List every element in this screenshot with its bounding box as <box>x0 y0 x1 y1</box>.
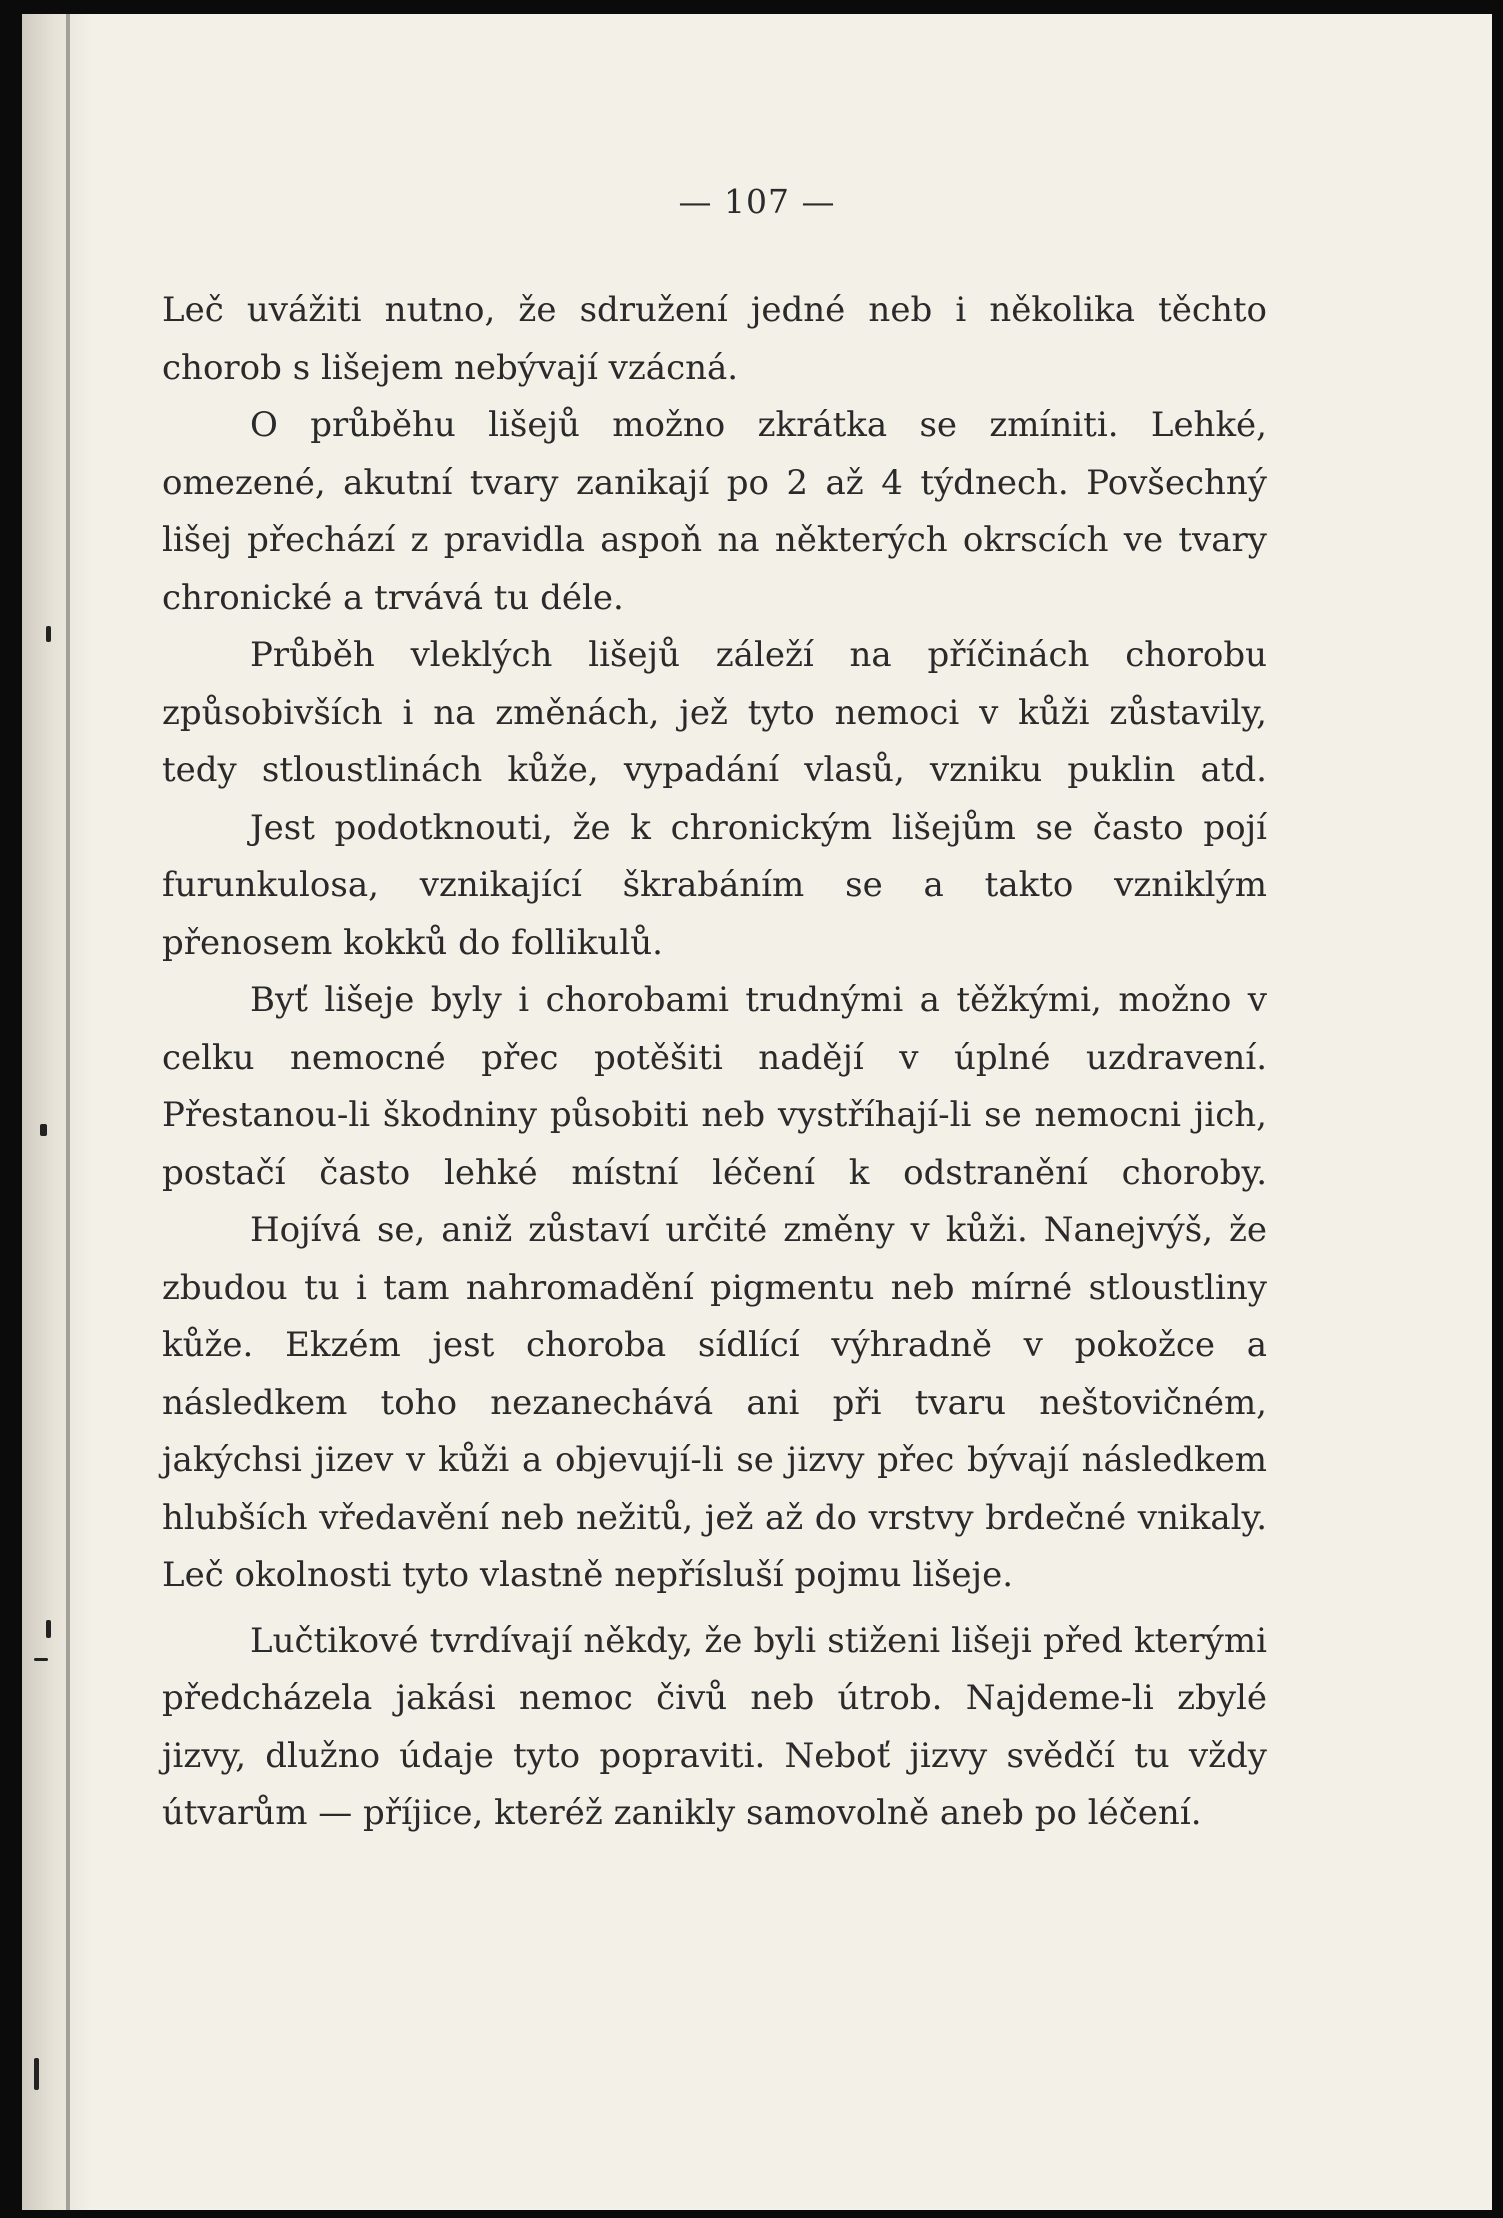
ink-speck <box>34 1658 48 1661</box>
paragraph: Lučtikové tvrdívají někdy, že byli stiženi lišeji před kterými předcházela jakási nemoc čivů neb útrob. Najdeme-li zbylé jizvy, dlužno údaje tyto popraviti. Neboť jizvy svědčí tu vždy útvarům — příjice, kteréž zanikly samovolně aneb po léčení. <box>162 1620 1267 1833</box>
page-number: — 107 — <box>678 182 836 221</box>
ink-speck <box>34 2058 39 2090</box>
paragraph: Hojívá se, aniž zůstaví určité změny v kůži. Nanejvýš, že zbudou tu i tam nahromadění pigmentu neb mírné stloustliny kůže. Ekzém jest choroba sídlící výhradně v pokožce a následkem toho nezanechává ani při tvaru neštovičném, jakýchsi jizev v kůži a objevují-li se jizvy přec bývají následkem hlubších vředavění neb nežitů, jež až do vrstvy brdečné vnikaly. Leč okolnosti tyto vlastně nepřísluší pojmu lišeje. <box>162 1210 1267 1595</box>
book-page <box>22 14 1492 2210</box>
binding-edge <box>66 14 70 2210</box>
ink-speck <box>40 1124 47 1136</box>
ink-speck <box>46 1620 51 1638</box>
paragraph: Jest podotknouti, že k chronickým lišejům se často pojí furunkulosa, vznikající škrabáním se a takto vzniklým přenosem kokků do follikulů. <box>162 807 1267 963</box>
paragraph: O průběhu lišejů možno zkrátka se zmíniti. Lehké, omezené, akutní tvary zanikají po 2 až 4 týdnech. Povšechný lišej přechází z pravidla aspoň na některých okrscích ve tvary chronické a trvává tu déle. <box>162 405 1267 618</box>
paragraph: Leč uvážiti nutno, že sdružení jedné neb i několika těchto chorob s lišejem nebývají vzácná. <box>162 290 1267 388</box>
body-text <box>162 282 1267 1843</box>
paragraph: Průběh vleklých lišejů záleží na příčinách chorobu způsobivších i na změnách, jež tyto nemoci v kůži zůstavily, tedy stloustlinách kůže, vypadání vlasů, vzniku puklin atd. <box>162 635 1267 790</box>
binding-shadow <box>22 14 92 2210</box>
ink-speck <box>46 626 51 642</box>
paragraph: Byť lišeje byly i chorobami trudnými a těžkými, možno v celku nemocné přec potěšiti nadějí v úplné uzdravení. Přestanou-li škodniny působiti neb vystříhají-li se nemocni jich, postačí často lehké místní léčení k odstranění choroby. <box>162 980 1267 1193</box>
